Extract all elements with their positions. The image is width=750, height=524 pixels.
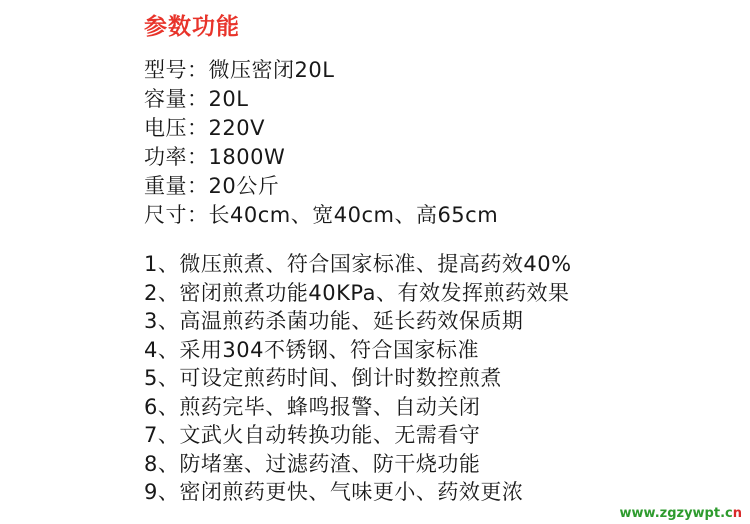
feature-list [144,250,704,507]
watermark-domain: www.zgzywpt.c [619,506,733,521]
watermark [620,506,743,521]
feature-line: 1、微压煎煮、符合国家标准、提高药效40% [144,252,572,276]
feature-line: 5、可设定煎药时间、倒计时数控煎煮 [144,366,502,390]
spec-line: 尺寸：长40cm、宽40cm、高65cm [144,203,499,227]
feature-line: 4、采用304不锈钢、符合国家标准 [144,337,479,362]
feature-line: 3、高温煎药杀菌功能、延长药效保质期 [144,309,524,333]
spec-line: 功率：1800W [144,145,286,169]
spec-line: 电压：220V [144,116,265,140]
feature-line: 6、煎药完毕、蜂鸣报警、自动关闭 [144,394,481,419]
feature-line: 8、防堵塞、过滤药渣、防干烧功能 [144,451,481,476]
feature-line: 9、密闭煎药更快、气味更小、药效更浓 [144,480,524,504]
feature-line: 2、密闭煎煮功能40KPa、有效发挥煎药效果 [144,280,570,305]
spec-list [144,56,574,230]
watermark-tld: n [732,506,742,521]
page-title: 参数功能 [144,14,240,40]
spec-line: 型号：微压密闭20L [144,58,335,82]
feature-line: 7、文武火自动转换功能、无需看守 [144,423,481,447]
spec-line: 重量：20公斤 [144,174,280,198]
spec-line: 容量：20L [144,87,249,111]
